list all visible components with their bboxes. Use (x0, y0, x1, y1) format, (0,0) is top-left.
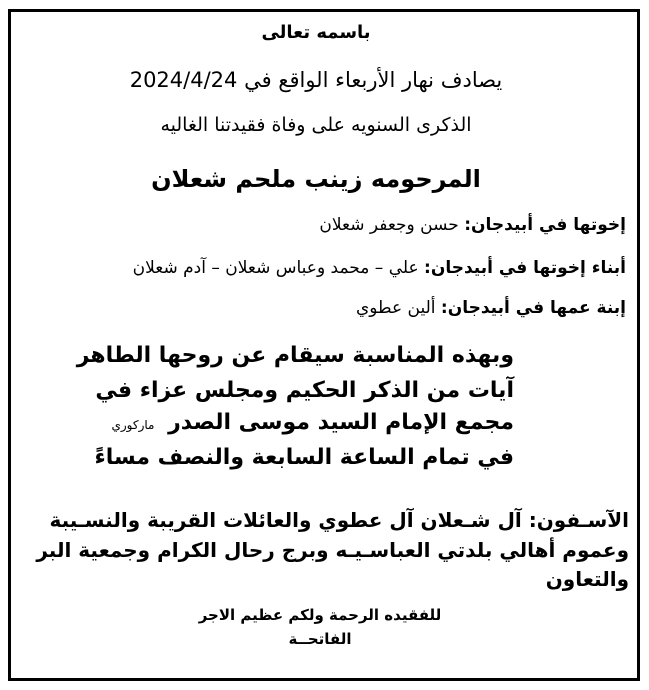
heading: باسمه تعالى (261, 22, 371, 43)
mourners-line-3: والتعاون (545, 567, 629, 591)
deceased-name: المرحومه زينب ملحم شعلان (151, 165, 481, 193)
mourners-line-2: وعموم أهالي بلدتي العباسـيـه وبرج رحال الكرام وجمعية البر (36, 538, 629, 562)
announcement-line-4: في تمام الساعة السابعة والنصف مساءً (94, 445, 514, 470)
relative-names: علي – محمد وعباس شعلان – آدم شعلان (132, 258, 419, 278)
announcement-line-3 (111, 410, 514, 435)
relative-names: ألين عطوي (355, 298, 436, 318)
announcement-line-1: وبهذه المناسبة سيقام عن روحها الطاهر (76, 343, 514, 368)
relative-label: إخوتها في أبيدجان: (464, 215, 626, 235)
announcement-line-2: آيات من الذكر الحكيم ومجلس عزاء في (95, 378, 514, 403)
relatives-brothers (319, 215, 626, 235)
closing-line: للفقيده الرحمة ولكم عظيم الاجر (198, 606, 442, 624)
anniversary-line: الذكرى السنويه على وفاة فقيدتنا الغاليه (160, 114, 472, 136)
relative-names: حسن وجعفر شعلان (319, 215, 459, 235)
fatiha-line: الفاتحــة (288, 630, 352, 648)
relative-label: أبناء إخوتها في أبيدجان: (424, 258, 626, 278)
relative-label: إبنة عمها في أبيدجان: (440, 298, 626, 318)
venue-name: مجمع الإمام السيد موسى الصدر (168, 410, 514, 435)
relatives-cousin (356, 298, 626, 318)
date-line: يصادف نهار الأربعاء الواقع في 2024/4/24 (129, 68, 503, 92)
mourners-line-1: الآسـفون: آل شـعلان آل عطوي والعائلات القريبة والنسـيبة (49, 508, 629, 532)
relatives-nephews (133, 258, 626, 278)
venue-location: ماركوري (111, 418, 155, 432)
